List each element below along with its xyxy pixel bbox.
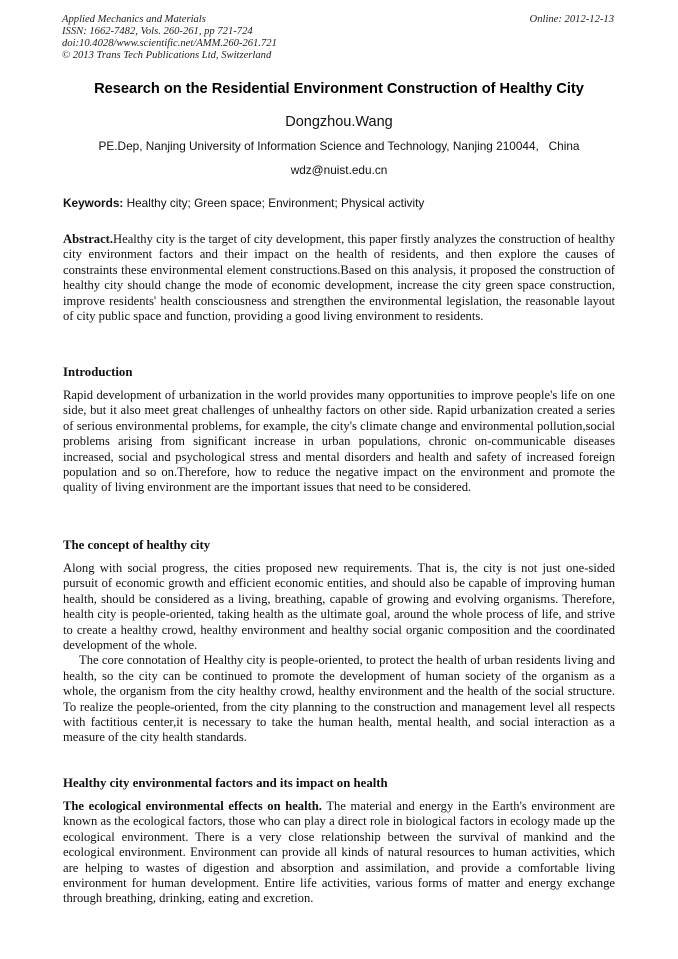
concept-paragraph-2: The core connotation of Healthy city is people-oriented, to protect the health of urban residents living and health, so the city can be continued to promote the development of human society of the organism as a whole, the organism from the city healthy crowd, healthy environment and the health of the social structure. To realize the people-oriented, from the city planning to the construction and management level all respects with factitious center,it is necessary to take the human health, mental health, and social interaction as a measure of the city health standards. <box>63 653 615 745</box>
factors-section <box>63 799 615 907</box>
introduction-text: Rapid development of urbanization in the world provides many opportunities to improve people's life on one side, but it also meet great challenges of unhealthy factors on other side. Rapid urbanization created a series of serious environmental problems, for example, the city's climate change and environmental pollution,social problems arising from significant increase in urban populations, chronic on-communicable diseases increased, social and psychological stress and mental disorders and health and safety of increased foreign population and so on.Therefore, how to reduce the negative impact on the environment and promote the quality of living environment are the important issues that need to be considered. <box>63 388 615 495</box>
author-name: Dongzhou.Wang <box>285 114 393 130</box>
keywords-text: Healthy city; Green space; Environment; Physical activity <box>123 196 425 210</box>
journal-name: Applied Mechanics and Materials <box>62 14 206 25</box>
issn-line: ISSN: 1662-7482, Vols. 260-261, pp 721-724 <box>62 26 253 37</box>
introduction-heading: Introduction <box>63 365 133 379</box>
introduction-section <box>63 388 615 496</box>
online-date: Online: 2012-12-13 <box>529 14 614 25</box>
doi-line: doi:10.4028/www.scientific.net/AMM.260-261.721 <box>62 38 277 49</box>
abstract-text: Healthy city is the target of city development, this paper firstly analyzes the construction of healthy city environment factors and their impact on the health of residents, and then explore the causes of constraints these environmental element constructions.Based on this analysis, it proposed the construction of healthy city should change the mode of economic development, increase the city green space construction, improve residents' health consciousness and strengthen the environmental legislation, the reasonable layout of city public space and function, providing a good living environment to residents. <box>63 232 615 324</box>
author-affiliation: PE.Dep, Nanjing University of Information Science and Technology, Nanjing 210044, China <box>98 139 580 153</box>
abstract-label: Abstract. <box>63 232 114 246</box>
concept-paragraph-1: Along with social progress, the cities proposed new requirements. That is, the city is not just one-sided pursuit of economic growth and efficient economic entities, and should also be capable of improving human health, should be considered as a living, breathing, capable of growing and evolving organisms. Therefore, health city is people-oriented, taking health as the ultimate goal, around the whole process of life, and strive to create a healthy crowd, healthy environment and healthy social organic composition and the coordinated development of the whole. <box>63 561 615 653</box>
author-email: wdz@nuist.edu.cn <box>290 163 388 177</box>
keywords-label: Keywords: <box>63 196 124 210</box>
factors-lead: The ecological environmental effects on health. <box>63 799 322 813</box>
factors-heading: Healthy city environmental factors and its impact on health <box>63 776 388 790</box>
concept-section <box>63 561 615 746</box>
abstract <box>63 232 615 324</box>
paper-title: Research on the Residential Environment Construction of Healthy City <box>94 81 584 97</box>
journal-header <box>62 14 614 62</box>
concept-heading: The concept of healthy city <box>63 538 211 552</box>
copyright-line: © 2013 Trans Tech Publications Ltd, Switzerland <box>62 50 272 61</box>
factors-text: The material and energy in the Earth's environment are known as the ecological factors, those who can play a direct role in biological factors in ecology made up the ecological environment. There is a very close relationship between the survival of mankind and the ecological environment. Environment can provide all kinds of natural resources to human activities, which are helping to wastes of digestion and absorption and assimilation, and provide a comfortable living environment for human development. Entire life activities, various forms of matter and energy exchange through breathing, drinking, eating and excretion. <box>63 799 616 906</box>
keywords <box>63 196 615 210</box>
